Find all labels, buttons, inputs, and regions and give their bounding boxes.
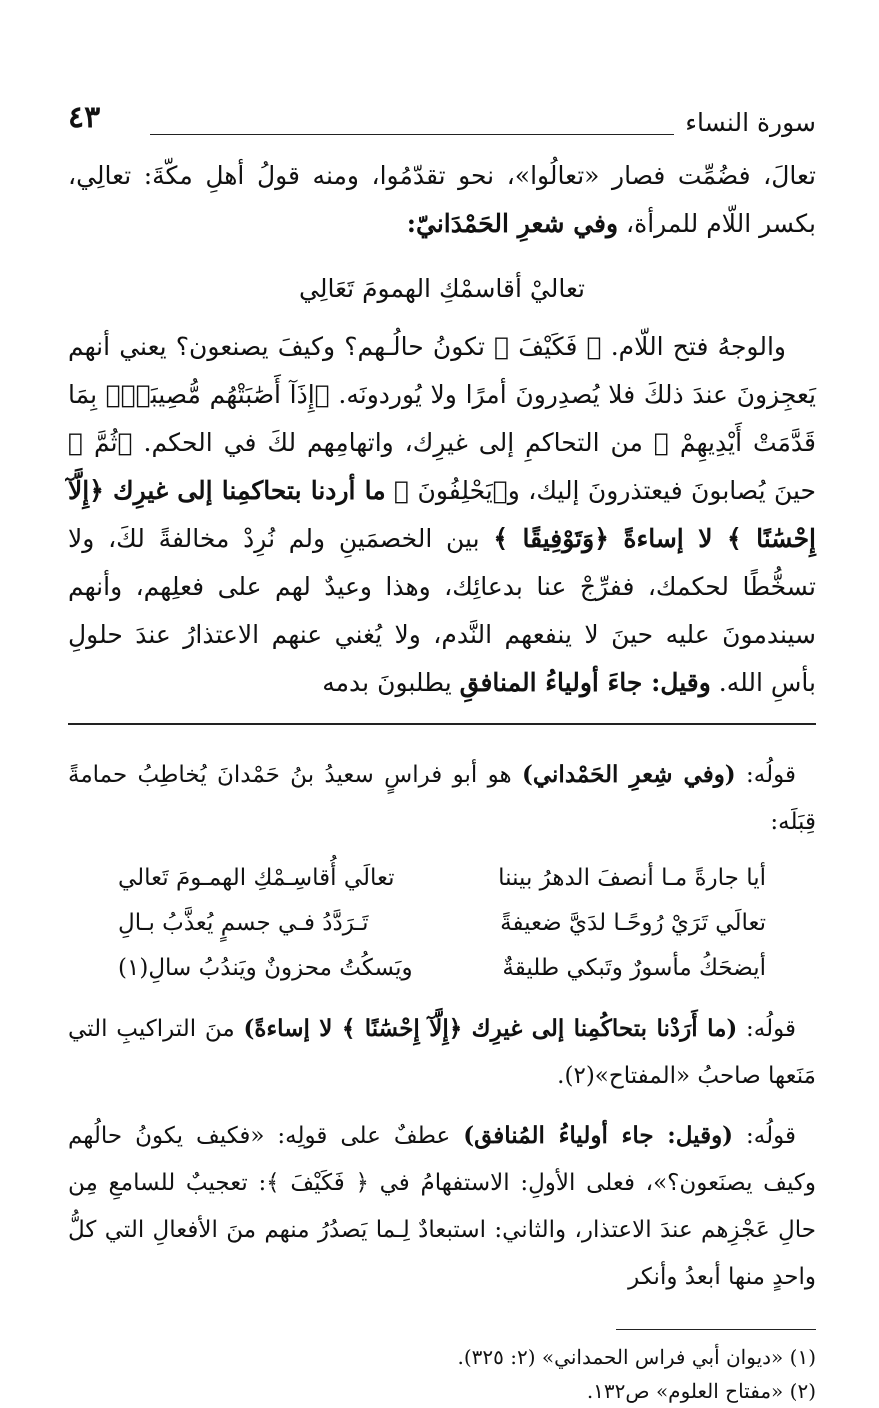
main-paragraph-2	[68, 323, 816, 707]
commentary-label: قولُه:	[735, 762, 796, 788]
commentary-paragraph-3	[68, 1112, 816, 1301]
header-rule	[150, 134, 674, 135]
footnote-2: (٢) «مفتاح العلوم» ص١٣٢.	[586, 1379, 816, 1403]
page-number: ٤٣	[68, 100, 101, 135]
bold-phrase: ما أردنا بتحاكمِنا إلى غيرِك ﴿إِلَّآ إِحْسَٰنًا ﴾ لا إساءةً ﴿وَتَوْفِيقًا ﴾	[68, 476, 817, 553]
poem-hemistich-first: أيضحَكُ مأسورٌ وتَبكي طليقةٌ	[502, 955, 766, 981]
book-page	[68, 100, 816, 1408]
commentary-text: منَ التراكيبِ التي مَنَعها صاحبُ «المفتاح»(٢).	[68, 1016, 816, 1089]
paragraph-text: تعالَ، فضُمِّت فصار «تعالُوا»، نحو تقدّمُوا، ومنه قولُ أهلِ مكّةَ: تعالِي، بكسر اللّام للمرأة،	[68, 161, 816, 238]
quoted-phrase: (وقيل: جاء أولياءُ المُنافق)	[463, 1122, 734, 1149]
poem-hemistich-second: ويَسكُتُ محزونٌ ويَندُبُ سالِ(١)	[118, 955, 413, 981]
poem-hemistich-second: تَـرَدَّدُ فـي جسمٍ يُعذَّبُ بـالِ	[118, 910, 369, 936]
commentary-label: قولُه:	[737, 1016, 796, 1042]
main-text	[68, 152, 816, 707]
commentary-paragraph-2	[68, 1005, 816, 1100]
commentary-section	[68, 751, 816, 1301]
footnote-rule	[616, 1329, 816, 1330]
bold-phrase: وقيل: جاءَ أولياءُ المنافقِ	[459, 668, 711, 697]
commentary-label: قولُه:	[733, 1123, 796, 1149]
commentary-text: عطفٌ على قولِه: «فكيف يكونُ حالُهم وكيف يصنَعون؟»، فعلى الأولِ: الاستفهامُ في ﴿ فَكَيْفَ ﴾: تعجيبٌ للسامعِ مِن حالِ عَجْزِهم عندَ الاعتذار، والثاني: استبعادٌ لِـما يَصدُرُ منهم منَ الأفعالِ التي كلُّ واحدٍ منها أبعدُ وأنكر	[68, 1123, 816, 1290]
poem-hemistich-first: أيا جارةً مـا أنصفَ الدهرُ بيننا	[498, 865, 766, 891]
bold-phrase: وفي شعرِ الحَمْدَانيّ:	[406, 209, 619, 238]
commentary-paragraph-1	[68, 751, 816, 846]
poem-block	[118, 856, 766, 991]
commentary-text: هو أبو فراسٍ سعيدُ بنُ حَمْدانَ يُخاطِبُ حمامةً قِبَلَه:	[68, 762, 816, 835]
poem-line	[118, 901, 766, 946]
main-paragraph-1	[68, 152, 816, 248]
poem-hemistich-first: تعالَي تَرَيْ رُوحًـا لدَيَّ ضعيفةً	[500, 910, 766, 936]
quoted-phrase: (وفي شِعرِ الحَمْداني)	[521, 761, 736, 788]
poetry-verse: تعاليْ أقاسمْكِ الهمومَ تَعَالِي	[299, 274, 585, 303]
running-header	[68, 100, 816, 152]
paragraph-text: يطلبونَ بدمه	[322, 668, 460, 697]
paragraph-text: والوجهُ فتح اللّام. ﴿ فَكَيْفَ ﴾ تكونُ حالُـهم؟ وكيفَ يصنعون؟ يعني أنهم يَعجِزونَ عندَ ذلكَ فلا يُصدِرونَ أمرًا ولا يُوردونَه. ﴿إِذَآ أَصَٰبَتْهُم مُّصِيبَةٌۢ بِمَا قَدَّمَتْ أَيْدِيهِمْ ﴾ من التحاكمِ إلى غيرِك، واتهامِهم لكَ في الحكم. ﴿ثُمَّ ﴾ حينَ يُصابونَ فيعتذرونَ إليك، و﴿يَحْلِفُونَ ﴾	[68, 332, 816, 505]
poem-line	[118, 946, 766, 991]
commentary-separator	[68, 723, 816, 725]
poem-hemistich-second: تعالَي أُقاسِـمْكِ الهمـومَ تَعالي	[118, 865, 395, 891]
footnote-1: (١) «ديوان أبي فراس الحمداني» (٢: ٣٢٥).	[457, 1345, 816, 1369]
quoted-phrase: (ما أَرَدْنا بتحاكُمِنا إلى غيرِك ﴿إِلَّآ إِحْسَٰنًا ﴾ لا إساءةً)	[243, 1015, 738, 1042]
paragraph-text: بين الخصمَينِ ولم نُرِدْ مخالفةً لكَ، ولا تسخُّطًا لحكمك، ففرِّجْ عنا بدعائِك، وهذا وعيدٌ لهم على فعلِهم، وأنهم سيندمونَ عليه حينَ لا ينفعهم النَّدم، ولا يُغني عنهم الاعتذارُ عندَ حلولِ بأسِ الله.	[68, 524, 816, 697]
surah-title: سورة النساء	[685, 108, 816, 137]
poem-line	[118, 856, 766, 901]
